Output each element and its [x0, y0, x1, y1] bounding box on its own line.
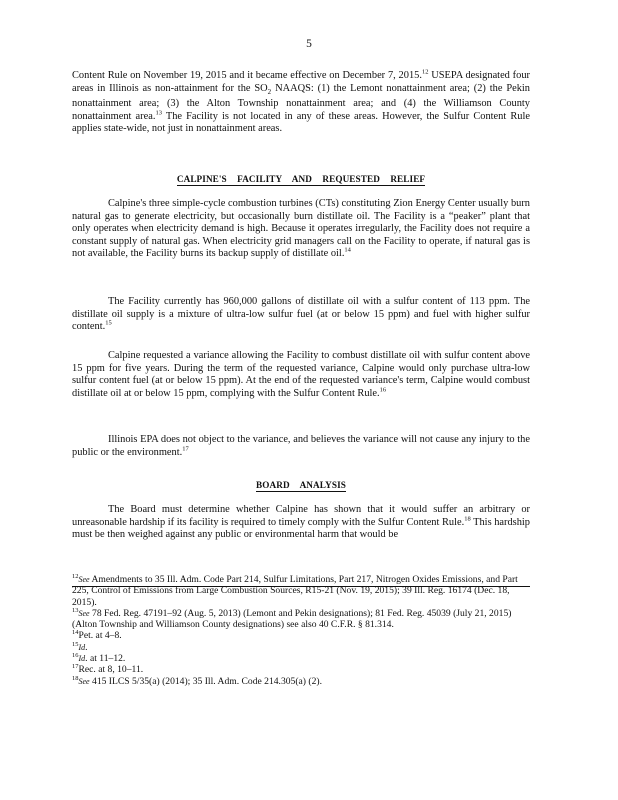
paragraph-epa-position: [72, 434, 530, 459]
footnote-17: $^{17}$Rec. at 8, 10–11.: [72, 663, 144, 676]
heading-text: CALPINE'S FACILITY AND REQUESTED RELIEF: [176, 174, 426, 184]
page-number: 5: [306, 38, 312, 50]
paragraph-variance-request: [72, 350, 530, 400]
intro-text-4: The Facility is not located in any of these areas. However, the Sulfur Content Rule applies state-wide, not just in nonattainment areas.: [72, 110, 530, 135]
footnote-15: $^{15}$Id.: [72, 640, 88, 653]
section-heading-analysis: [72, 480, 530, 490]
footnote-ref-16: 16: [379, 386, 387, 394]
paragraph-text-continued: This hardship must be then weighed against any public or environmental harm that would be: [72, 516, 530, 541]
paragraph-oil-supply: [72, 296, 530, 334]
intro-text-1: Content Rule on November 19, 2015 and it became effective on December 7, 2015.: [72, 70, 422, 81]
footnote-ref-12: 12: [421, 68, 429, 76]
paragraph-text: The Board must determine whether Calpine has shown that it would suffer an arbitrary or unreasonable hardship if its facility is required to timely comply with the Sulfur Content Rule.: [72, 504, 530, 528]
footnotes: [72, 574, 530, 687]
footnote-14: $^{14}$Pet. at 4–8.: [72, 629, 122, 642]
section-heading-facility: [72, 174, 530, 184]
footnote-ref-17: 17: [182, 445, 189, 453]
footnote-13: $^{13}$See 78 Fed. Reg. 47191–92 (Aug. 5, 2013) (Lemont and Pekin designations); 81 Fed. Reg. 45039 (July 21, 2015) (Alton Township and Williamson County designations) see also 40 C.F.R. § 81.314.: [72, 606, 512, 631]
footnote-ref-14: 14: [344, 246, 351, 254]
paragraph-text: The Facility currently has 960,000 gallons of distillate oil with a sulfur content of 113 ppm. The distillate oil supply is a mixture of ultra-low sulfur fuel (at or below 15 ppm) and fuel with higher sulfur content.: [72, 296, 530, 333]
paragraph-board-analysis: [72, 504, 530, 542]
footnote-18: $^{18}$See 415 ILCS 5/35(a) (2014); 35 Ill. Adm. Code 214.305(a) (2).: [72, 674, 322, 687]
footnote-ref-15: 15: [105, 319, 112, 327]
paragraph-text: Calpine's three simple-cycle combustion turbines (CTs) constituting Zion Energy Center usually burn natural gas to generate electricity, but occasionally burn distillate oil. The Facility is a “peaker” plant that only operates when electricity demand is high. Because it operates irregularly, the Facility does not require a constant supply of natural gas. When electricity grid managers call on the Facility to operate, if natural gas is not available, the Facility burns its backup supply of distillate oil.: [72, 198, 530, 260]
footnote-ref-18: 18: [464, 515, 471, 523]
heading-text: BOARD ANALYSIS: [256, 480, 346, 490]
intro-text-2: USEPA designated four areas in Illinois as non-attainment for the SO: [72, 70, 530, 94]
footnote-16: $^{16}$Id. at 11–12.: [72, 651, 126, 665]
paragraph-text: Illinois EPA does not object to the variance, and believes the variance will not cause any injury to the public or the environment.: [72, 434, 530, 458]
intro-text-3: NAAQS: (1) the Lemont nonattainment area; (2) the Pekin nonattainment area; (3) the Alton Township nonattainment area; and (4) the Williamson County nonattainment area.: [72, 82, 530, 122]
paragraph-facility: [72, 198, 530, 261]
intro-paragraph: [72, 70, 530, 136]
so2-subscript: 2: [267, 87, 272, 96]
paragraph-text: Calpine requested a variance allowing the Facility to combust distillate oil with sulfur content above 15 ppm for five years. During the term of the requested variance, Calpine would only purchase ultra-low sulfur content fuel (at or below 15 ppm). At the end of the requested variance's term, Calpine would combust distillate oil at or below 15 ppm, complying with the Sulfur Content Rule.: [72, 350, 530, 399]
footnote-12: $^{12}$See Amendments to 35 Ill. Adm. Code Part 214, Sulfur Limitations, Part 217, Nitrogen Oxides Emissions, and Part 225, Control of Emissions from Large Combustion Sources, R15-21 (Nov. 19, 2015); 39 Ill. Reg. 16174 (Dec. 18, 2015).: [72, 572, 518, 608]
footnote-ref-13: 13: [155, 109, 162, 117]
